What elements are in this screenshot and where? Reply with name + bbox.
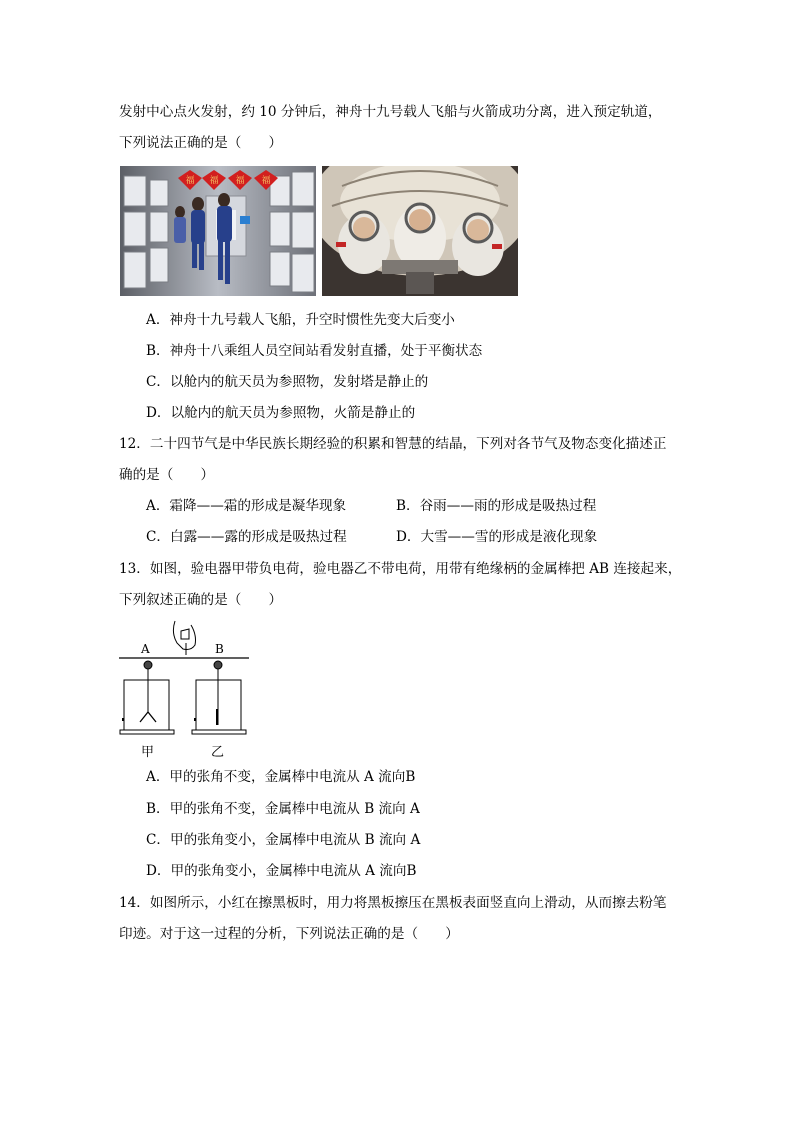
q11-option-c: C．以舱内的航天员为参照物，发射塔是静止的 (146, 374, 429, 390)
label-a: A (141, 642, 150, 656)
q14-stem-line1: 14．如图所示，小红在擦黑板时，用力将黑板擦压在黑板表面竖直向上滑动，从而擦去粉笔 (119, 895, 667, 911)
q12-option-c: C．白露——露的形成是吸热过程 (146, 529, 347, 545)
space-station-photo (120, 166, 316, 296)
q11-option-d: D．以舱内的航天员为参照物，火箭是静止的 (146, 405, 416, 421)
banner-char: 福 (209, 176, 219, 186)
q11-option-b: B．神舟十八乘组人员空间站看发射直播，处于平衡状态 (146, 343, 483, 359)
q13-option-c: C．甲的张角变小，金属棒中电流从 B 流向 A (146, 832, 421, 848)
hand-icon (173, 621, 195, 655)
q11-stem-line2: 下列说法正确的是（ ） (119, 135, 283, 151)
q13-option-a: A．甲的张角不变，金属棒中电流从 A 流向B (146, 769, 416, 785)
label-b: B (215, 642, 224, 656)
q13-stem-line1: 13．如图，验电器甲带负电荷，验电器乙不带电荷，用带有绝缘柄的金属棒把 AB 连接起来， (119, 561, 682, 577)
electroscope-jia (120, 661, 174, 734)
q12-stem-line2: 确的是（ ） (119, 467, 215, 483)
banner-char: 福 (235, 176, 245, 186)
label-yi: 乙 (211, 745, 225, 760)
q11-stem-line1: 发射中心点火发射，约 10 分钟后，神舟十九号载人飞船与火箭成功分离，进入预定轨道， (119, 104, 662, 120)
q12-option-b: B．谷雨——雨的形成是吸热过程 (396, 498, 597, 514)
spacecraft-cabin-photo (322, 166, 518, 296)
q12-option-d: D．大雪——雪的形成是液化现象 (396, 529, 598, 545)
q14-stem-line2: 印迹。对于这一过程的分析，下列说法正确的是（ ） (119, 926, 459, 942)
banner-char: 福 (185, 176, 195, 186)
q13-stem-line2: 下列叙述正确的是（ ） (119, 592, 283, 608)
electroscope-diagram (119, 617, 254, 766)
label-jia: 甲 (141, 745, 155, 760)
electroscope-yi (192, 661, 246, 734)
q13-option-b: B．甲的张角不变，金属棒中电流从 B 流向 A (146, 801, 420, 817)
q12-stem-line1: 12．二十四节气是中华民族长期经验的积累和智慧的结晶，下列对各节气及物态变化描述正 (119, 436, 667, 452)
q11-option-a: A．神舟十九号载人飞船，升空时惯性先变大后变小 (146, 312, 455, 328)
banner-char: 福 (261, 176, 271, 186)
q12-option-a: A．霜降——霜的形成是凝华现象 (146, 498, 347, 514)
q13-option-d: D．甲的张角变小，金属棒中电流从 A 流向B (146, 863, 417, 879)
